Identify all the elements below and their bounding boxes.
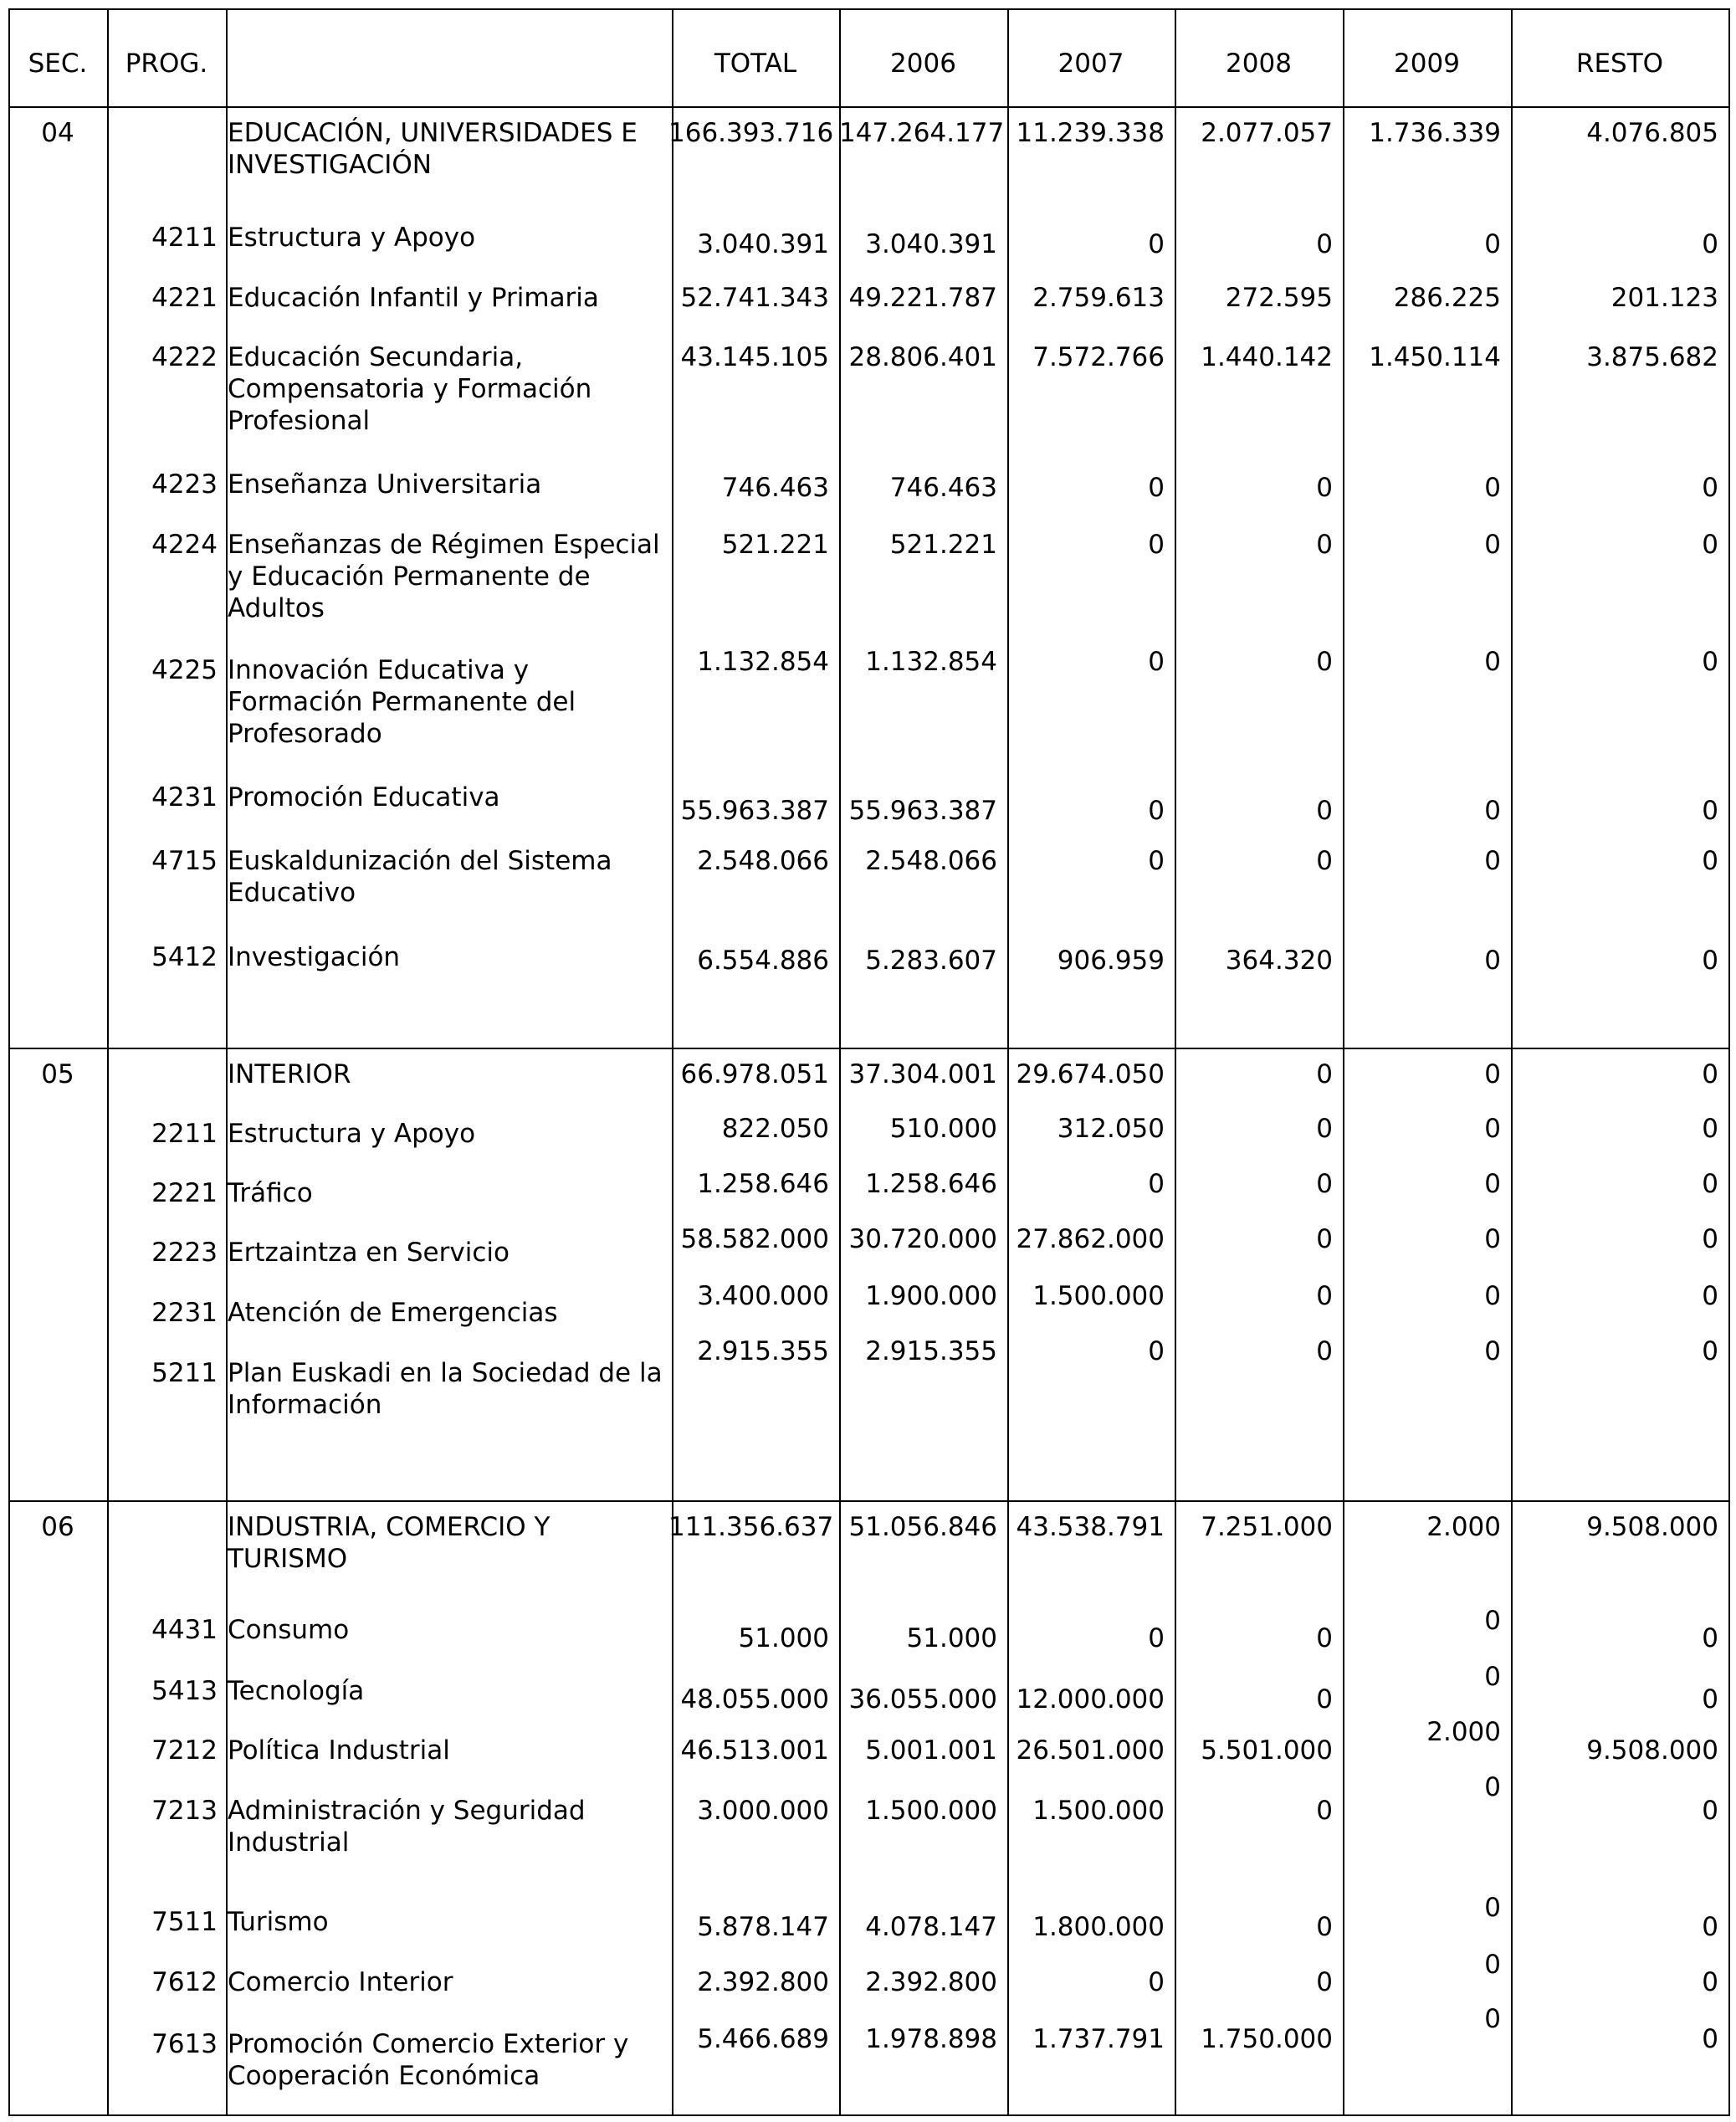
program-name: Ertzaintza en Servicio — [228, 1238, 510, 1268]
amount-y2008: 0 — [1316, 1114, 1333, 1144]
program-name: Educación Secundaria, Compensatoria y Formación Profesional — [228, 342, 592, 436]
amount-y2007: 0 — [1148, 1169, 1165, 1199]
program-name: Atención de Emergencias — [228, 1298, 558, 1328]
amount-y2008: 0 — [1316, 530, 1333, 560]
amount-y2009: 1.736.339 — [1369, 118, 1501, 148]
amount-total: 5.466.689 — [697, 2024, 829, 2054]
amount-y2007: 0 — [1148, 846, 1165, 876]
program-code: 4221 — [151, 283, 218, 313]
amount-total: 52.741.343 — [680, 283, 829, 313]
amount-y2009: 0 — [1484, 1772, 1501, 1802]
amount-y2007: 0 — [1148, 1623, 1165, 1653]
amount-y2008: 0 — [1316, 1912, 1333, 1942]
amount-resto: 0 — [1702, 1623, 1718, 1653]
amount-y2008: 0 — [1316, 1684, 1333, 1715]
amount-y2006: 4.078.147 — [865, 1912, 997, 1942]
program-code: 4231 — [151, 782, 218, 812]
amount-y2008: 0 — [1316, 1623, 1333, 1653]
program-code: 2231 — [151, 1298, 218, 1328]
amount-resto: 0 — [1702, 1684, 1718, 1715]
amount-resto: 0 — [1702, 1281, 1718, 1311]
amount-y2007: 29.674.050 — [1016, 1059, 1165, 1089]
amount-y2007: 1.500.000 — [1032, 1281, 1165, 1311]
amount-y2007: 0 — [1148, 1336, 1165, 1366]
program-name: Consumo — [228, 1615, 350, 1645]
amount-total: 2.915.355 — [697, 1336, 829, 1366]
amount-y2008: 0 — [1316, 796, 1333, 826]
amount-y2006: 521.221 — [889, 530, 997, 560]
amount-resto: 0 — [1702, 1796, 1718, 1826]
program-code: 4222 — [151, 342, 218, 372]
grid-hline — [8, 1048, 1730, 1049]
amount-y2007: 312.050 — [1057, 1114, 1165, 1144]
program-name: Turismo — [228, 1907, 329, 1937]
amount-y2009: 0 — [1484, 1893, 1501, 1923]
amount-total: 48.055.000 — [680, 1684, 829, 1715]
amount-y2007: 1.737.791 — [1032, 2024, 1165, 2054]
amount-y2009: 0 — [1484, 473, 1501, 503]
amount-y2006: 51.056.846 — [848, 1512, 997, 1542]
amount-y2008: 364.320 — [1225, 946, 1333, 976]
program-code: 7213 — [151, 1796, 218, 1826]
amount-y2009: 0 — [1484, 1224, 1501, 1254]
program-name: Enseñanza Universitaria — [228, 469, 542, 500]
amount-y2009: 1.450.114 — [1369, 342, 1501, 372]
amount-y2007: 0 — [1148, 229, 1165, 259]
amount-total: 51.000 — [738, 1623, 829, 1653]
amount-y2009: 0 — [1484, 1662, 1501, 1692]
amount-y2007: 0 — [1148, 473, 1165, 503]
amount-y2008: 0 — [1316, 1224, 1333, 1254]
program-name: INDUSTRIA, COMERCIO Y TURISMO — [228, 1512, 551, 1574]
program-name: INTERIOR — [228, 1059, 351, 1089]
amount-y2006: 36.055.000 — [848, 1684, 997, 1715]
amount-y2006: 3.040.391 — [865, 229, 997, 259]
amount-total: 2.392.800 — [697, 1967, 829, 1997]
amount-y2007: 0 — [1148, 1967, 1165, 1997]
section-code: 05 — [41, 1059, 74, 1089]
amount-resto: 4.076.805 — [1586, 118, 1718, 148]
amount-y2008: 0 — [1316, 647, 1333, 677]
amount-y2008: 0 — [1316, 846, 1333, 876]
program-code: 2223 — [151, 1238, 218, 1268]
amount-y2006: 30.720.000 — [848, 1224, 997, 1254]
program-name: Plan Euskadi en la Sociedad de la Información — [228, 1358, 663, 1420]
amount-y2009: 2.000 — [1426, 1512, 1501, 1542]
amount-y2009: 0 — [1484, 1336, 1501, 1366]
amount-total: 5.878.147 — [697, 1912, 829, 1942]
amount-total: 2.548.066 — [697, 846, 829, 876]
amount-y2009: 0 — [1484, 1281, 1501, 1311]
amount-y2008: 2.077.057 — [1201, 118, 1333, 148]
amount-total: 46.513.001 — [680, 1735, 829, 1766]
amount-resto: 0 — [1702, 1336, 1718, 1366]
amount-resto: 0 — [1702, 1169, 1718, 1199]
amount-y2007: 0 — [1148, 530, 1165, 560]
amount-y2006: 5.001.001 — [865, 1735, 997, 1766]
program-code: 4431 — [151, 1615, 218, 1645]
program-name: Promoción Comercio Exterior y Cooperación Económica — [228, 2029, 629, 2091]
amount-y2008: 5.501.000 — [1201, 1735, 1333, 1766]
amount-y2009: 0 — [1484, 1606, 1501, 1636]
amount-y2008: 0 — [1316, 1281, 1333, 1311]
amount-y2008: 0 — [1316, 473, 1333, 503]
program-code: 7613 — [151, 2029, 218, 2059]
amount-resto: 0 — [1702, 647, 1718, 677]
amount-resto: 0 — [1702, 530, 1718, 560]
grid-vline — [1728, 8, 1730, 2116]
amount-total: 3.000.000 — [697, 1796, 829, 1826]
header-resto: RESTO — [1575, 49, 1664, 79]
program-code: 5413 — [151, 1676, 218, 1706]
amount-resto: 9.508.000 — [1586, 1512, 1718, 1542]
amount-total: 58.582.000 — [680, 1224, 829, 1254]
amount-y2009: 0 — [1484, 1169, 1501, 1199]
amount-y2006: 746.463 — [889, 473, 997, 503]
amount-resto: 0 — [1702, 1114, 1718, 1144]
program-code: 7612 — [151, 1967, 218, 1997]
amount-y2007: 12.000.000 — [1016, 1684, 1165, 1715]
amount-total: 166.393.716 — [668, 118, 834, 148]
amount-resto: 0 — [1702, 2024, 1718, 2054]
amount-y2006: 1.258.646 — [865, 1169, 997, 1199]
program-code: 4224 — [151, 530, 218, 560]
amount-y2006: 2.392.800 — [865, 1967, 997, 1997]
amount-y2009: 0 — [1484, 1114, 1501, 1144]
amount-y2008: 0 — [1316, 1059, 1333, 1089]
amount-y2007: 0 — [1148, 796, 1165, 826]
amount-resto: 0 — [1702, 1224, 1718, 1254]
amount-y2008: 0 — [1316, 1336, 1333, 1366]
amount-total: 66.978.051 — [680, 1059, 829, 1089]
header-sec: SEC. — [28, 49, 88, 79]
amount-resto: 0 — [1702, 229, 1718, 259]
amount-resto: 0 — [1702, 846, 1718, 876]
header-y2008: 2008 — [1226, 49, 1292, 79]
grid-hline — [8, 106, 1730, 108]
program-name: Enseñanzas de Régimen Especial y Educación Permanente de Adultos — [228, 530, 660, 623]
amount-resto: 0 — [1702, 1967, 1718, 1997]
amount-y2008: 1.750.000 — [1201, 2024, 1333, 2054]
amount-total: 111.356.637 — [668, 1512, 834, 1542]
grid-hline — [8, 2114, 1730, 2116]
amount-y2006: 2.915.355 — [865, 1336, 997, 1366]
program-code: 2221 — [151, 1178, 218, 1208]
program-code: 7511 — [151, 1907, 218, 1937]
amount-y2006: 147.264.177 — [839, 118, 1005, 148]
program-name: Promoción Educativa — [228, 782, 500, 812]
amount-y2007: 26.501.000 — [1016, 1735, 1165, 1766]
program-name: Investigación — [228, 942, 401, 972]
program-name: Estructura y Apoyo — [228, 223, 476, 253]
program-code: 4225 — [151, 655, 218, 685]
amount-resto: 0 — [1702, 796, 1718, 826]
program-code: 7212 — [151, 1735, 218, 1766]
program-name: Tráfico — [228, 1178, 313, 1208]
amount-y2006: 55.963.387 — [848, 796, 997, 826]
amount-total: 55.963.387 — [680, 796, 829, 826]
header-prog: PROG. — [125, 49, 208, 79]
amount-total: 822.050 — [721, 1114, 829, 1144]
amount-y2006: 1.978.898 — [865, 2024, 997, 2054]
program-code: 2211 — [151, 1119, 218, 1149]
amount-y2006: 1.900.000 — [865, 1281, 997, 1311]
amount-y2009: 0 — [1484, 1950, 1501, 1980]
amount-total: 43.145.105 — [680, 342, 829, 372]
amount-y2009: 0 — [1484, 1059, 1501, 1089]
amount-y2007: 0 — [1148, 647, 1165, 677]
header-y2006: 2006 — [890, 49, 956, 79]
amount-y2007: 11.239.338 — [1016, 118, 1165, 148]
amount-y2009: 0 — [1484, 946, 1501, 976]
amount-y2006: 1.500.000 — [865, 1796, 997, 1826]
amount-y2008: 272.595 — [1225, 283, 1333, 313]
amount-y2006: 49.221.787 — [848, 283, 997, 313]
amount-resto: 0 — [1702, 473, 1718, 503]
amount-y2008: 0 — [1316, 229, 1333, 259]
program-code: 4223 — [151, 469, 218, 500]
amount-y2009: 0 — [1484, 530, 1501, 560]
program-name: EDUCACIÓN, UNIVERSIDADES E INVESTIGACIÓN — [228, 118, 638, 180]
program-name: Administración y Seguridad Industrial — [228, 1796, 586, 1858]
amount-y2006: 37.304.001 — [848, 1059, 997, 1089]
amount-y2008: 0 — [1316, 1796, 1333, 1826]
program-code: 4211 — [151, 223, 218, 253]
program-name: Educación Infantil y Primaria — [228, 283, 599, 313]
amount-y2007: 1.500.000 — [1032, 1796, 1165, 1826]
program-name: Innovación Educativa y Formación Permanente del Profesorado — [228, 655, 576, 749]
amount-total: 521.221 — [721, 530, 829, 560]
header-y2007: 2007 — [1057, 49, 1124, 79]
amount-y2008: 0 — [1316, 1967, 1333, 1997]
amount-y2007: 1.800.000 — [1032, 1912, 1165, 1942]
amount-y2007: 906.959 — [1057, 946, 1165, 976]
amount-y2006: 510.000 — [889, 1114, 997, 1144]
amount-resto: 9.508.000 — [1586, 1735, 1718, 1766]
header-y2009: 2009 — [1394, 49, 1460, 79]
amount-resto: 0 — [1702, 1059, 1718, 1089]
program-name: Comercio Interior — [228, 1967, 453, 1997]
amount-y2006: 2.548.066 — [865, 846, 997, 876]
amount-total: 6.554.886 — [697, 946, 829, 976]
program-name: Tecnología — [228, 1676, 365, 1706]
program-code: 5412 — [151, 942, 218, 972]
amount-y2006: 51.000 — [906, 1623, 997, 1653]
program-name: Política Industrial — [228, 1735, 450, 1766]
amount-y2007: 7.572.766 — [1032, 342, 1165, 372]
amount-y2006: 1.132.854 — [865, 647, 997, 677]
section-code: 04 — [41, 118, 74, 148]
amount-total: 1.258.646 — [697, 1169, 829, 1199]
amount-y2008: 1.440.142 — [1201, 342, 1333, 372]
amount-y2007: 27.862.000 — [1016, 1224, 1165, 1254]
amount-y2008: 0 — [1316, 1169, 1333, 1199]
amount-y2009: 0 — [1484, 647, 1501, 677]
amount-y2009: 286.225 — [1393, 283, 1501, 313]
amount-total: 1.132.854 — [697, 647, 829, 677]
amount-y2009: 0 — [1484, 796, 1501, 826]
section-code: 06 — [41, 1512, 74, 1542]
amount-y2007: 43.538.791 — [1016, 1512, 1165, 1542]
amount-total: 3.400.000 — [697, 1281, 829, 1311]
amount-y2006: 5.283.607 — [865, 946, 997, 976]
amount-total: 3.040.391 — [697, 229, 829, 259]
amount-y2006: 28.806.401 — [848, 342, 997, 372]
amount-y2008: 7.251.000 — [1201, 1512, 1333, 1542]
amount-resto: 0 — [1702, 946, 1718, 976]
amount-resto: 3.875.682 — [1586, 342, 1718, 372]
amount-y2009: 0 — [1484, 846, 1501, 876]
program-code: 4715 — [151, 846, 218, 876]
program-name: Estructura y Apoyo — [228, 1119, 476, 1149]
amount-resto: 201.123 — [1611, 283, 1718, 313]
grid-hline — [8, 8, 1730, 10]
header-total: TOTAL — [714, 49, 797, 79]
amount-y2009: 0 — [1484, 229, 1501, 259]
program-code: 5211 — [151, 1358, 218, 1388]
amount-total: 746.463 — [721, 473, 829, 503]
amount-y2009: 0 — [1484, 2004, 1501, 2034]
grid-hline — [8, 1500, 1730, 1502]
program-name: Euskaldunización del Sistema Educativo — [228, 846, 612, 908]
amount-y2009: 2.000 — [1426, 1717, 1501, 1747]
amount-y2007: 2.759.613 — [1032, 283, 1165, 313]
amount-resto: 0 — [1702, 1912, 1718, 1942]
